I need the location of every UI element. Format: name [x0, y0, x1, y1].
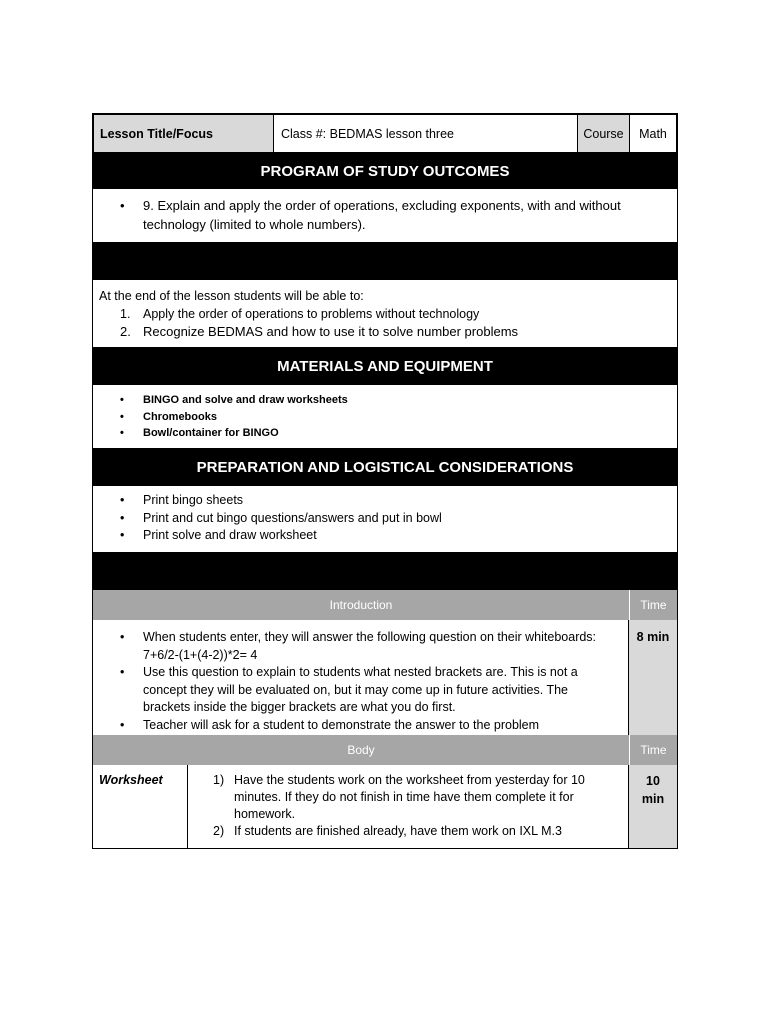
header-row [92, 113, 678, 154]
material-item: • Chromebooks [93, 409, 677, 426]
body-time-unit: min [641, 792, 665, 806]
introduction-time: 8 min [629, 620, 677, 735]
objective-text: Recognize BEDMAS and how to use it to solve number problems [143, 324, 519, 339]
objectives-intro: At the end of the lesson students will be able to: [99, 289, 364, 303]
materials-heading [92, 347, 678, 385]
materials-title: MATERIALS AND EQUIPMENT [277, 357, 493, 375]
objective-number: 1. [120, 306, 131, 321]
objectives-heading [92, 242, 678, 280]
body-time [629, 765, 677, 848]
materials-content [92, 385, 678, 448]
introduction-details [93, 620, 629, 735]
class-label: Class #: BEDMAS lesson three [274, 115, 578, 152]
preparation-content [92, 486, 678, 552]
body-steps [188, 765, 629, 848]
material-item: • BINGO and solve and draw worksheets [93, 392, 677, 409]
outcome-item: • 9. Explain and apply the order of operations, excluding exponents, with and without technology (limited to whole numbers). [93, 196, 677, 234]
step-number: 1) [213, 773, 225, 787]
introduction-item: • When students enter, they will answer the following question on their whiteboards: 7+6/2-(1+(4-2))*2= 4 [93, 629, 628, 664]
body-time-label: Time [640, 743, 667, 757]
objective-text: Apply the order of operations to problems without technology [143, 306, 480, 321]
material-item: • Bowl/container for BINGO [93, 425, 677, 442]
objective-number: 2. [120, 324, 131, 339]
introduction-label: Introduction [93, 590, 630, 620]
lesson-plan [92, 113, 678, 849]
outcomes-title: PROGRAM OF STUDY OUTCOMES [260, 163, 510, 180]
course-label: Course [578, 115, 630, 152]
step-number: 2) [213, 824, 225, 838]
body-label: Body [93, 735, 630, 765]
body-header [92, 735, 678, 765]
outcomes-heading [92, 154, 678, 189]
preparation-item: • Print solve and draw worksheet [93, 527, 677, 545]
lesson-title-label: Lesson Title/Focus [94, 115, 274, 152]
body-step [188, 772, 628, 823]
body-step [188, 823, 628, 840]
preparation-heading [92, 448, 678, 486]
objective-item [93, 306, 677, 324]
body-activity: Worksheet [93, 765, 188, 848]
objectives-content [92, 280, 678, 347]
preparation-item: • Print bingo sheets [93, 492, 677, 510]
introduction-content [92, 620, 678, 735]
procedure-heading [92, 552, 678, 590]
preparation-title: PREPARATION AND LOGISTICAL CONSIDERATIONS [196, 458, 574, 476]
objective-item [93, 323, 677, 341]
course-value: Math [639, 126, 667, 141]
step-text: If students are finished already, have them work on IXL M.3 [234, 824, 562, 838]
body-content [92, 765, 678, 849]
introduction-item: • Teacher will ask for a student to demonstrate the answer to the problem [93, 717, 628, 735]
preparation-item: • Print and cut bingo questions/answers and put in bowl [93, 510, 677, 528]
introduction-item: • Use this question to explain to students what nested brackets are. This is not a concept they will be evaluated on, but it may come up in future activities. The brackets inside the bigger brackets are what you do first. [93, 664, 628, 717]
introduction-time-label: Time [640, 598, 667, 612]
body-time-value: 10 [646, 774, 660, 788]
outcomes-content [92, 189, 678, 242]
step-text: Have the students work on the worksheet from yesterday for 10 minutes. If they do not finish in time have them complete it for homework. [234, 773, 585, 821]
introduction-header [92, 590, 678, 620]
